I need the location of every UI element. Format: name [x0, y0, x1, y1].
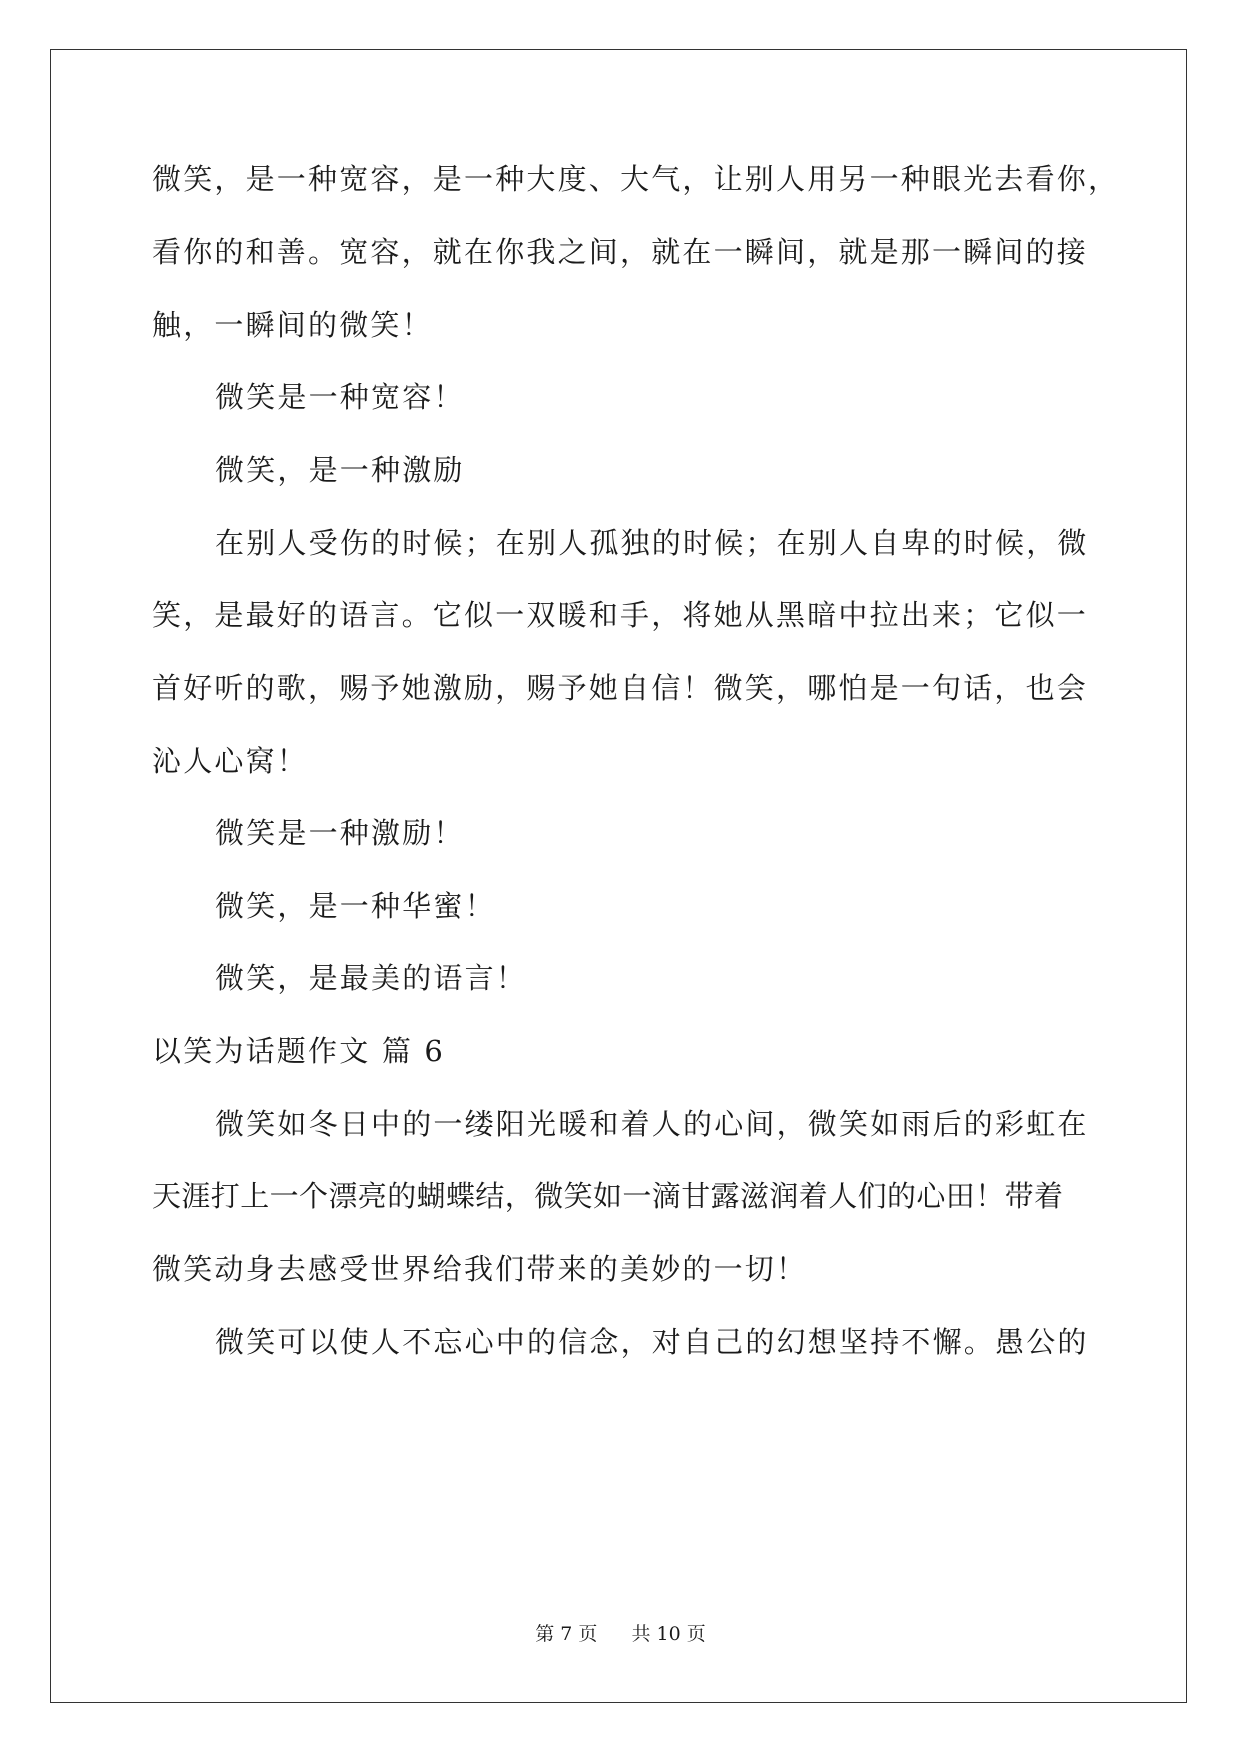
text-line: 触，一瞬间的微笑！: [152, 308, 433, 342]
text-line: 微笑，是一种宽容，是一种大度、大气，让别人用另一种眼光去看你，: [152, 162, 1120, 196]
text-line: 笑，是最好的语言。它似一双暖和手，将她从黑暗中拉出来；它似一: [152, 598, 1089, 632]
text-line: 微笑，是最美的语言！: [215, 961, 528, 995]
text-line: 微笑是一种宽容！: [215, 380, 465, 414]
section-heading: 以笑为话题作文 篇 6: [152, 1034, 446, 1068]
text-line: 沁人心窝！: [152, 744, 309, 778]
text-line: 微笑，是一种华蜜！: [215, 889, 496, 923]
text-line: 看你的和善。宽容，就在你我之间，就在一瞬间，就是那一瞬间的接: [152, 235, 1089, 269]
text-line: 天涯打上一个漂亮的蝴蝶结，微笑如一滴甘露滋润着人们的心田！带着: [152, 1179, 1064, 1213]
page-total: 共 10 页: [631, 1623, 706, 1645]
text-line: 微笑，是一种激励: [215, 453, 465, 487]
page-border: [50, 49, 1187, 1703]
text-line: 微笑是一种激励！: [215, 816, 465, 850]
page-footer: [0, 1622, 1241, 1646]
text-line: 首好听的歌，赐予她激励，赐予她自信！微笑，哪怕是一句话，也会: [152, 671, 1089, 705]
text-line: 微笑动身去感受世界给我们带来的美妙的一切！: [152, 1252, 808, 1286]
page-number: 第 7 页: [535, 1623, 598, 1645]
text-line: 微笑如冬日中的一缕阳光暖和着人的心间，微笑如雨后的彩虹在: [215, 1107, 1089, 1141]
text-line: 在别人受伤的时候；在别人孤独的时候；在别人自卑的时候，微: [215, 526, 1089, 560]
text-line: 微笑可以使人不忘心中的信念，对自己的幻想坚持不懈。愚公的: [215, 1325, 1089, 1359]
